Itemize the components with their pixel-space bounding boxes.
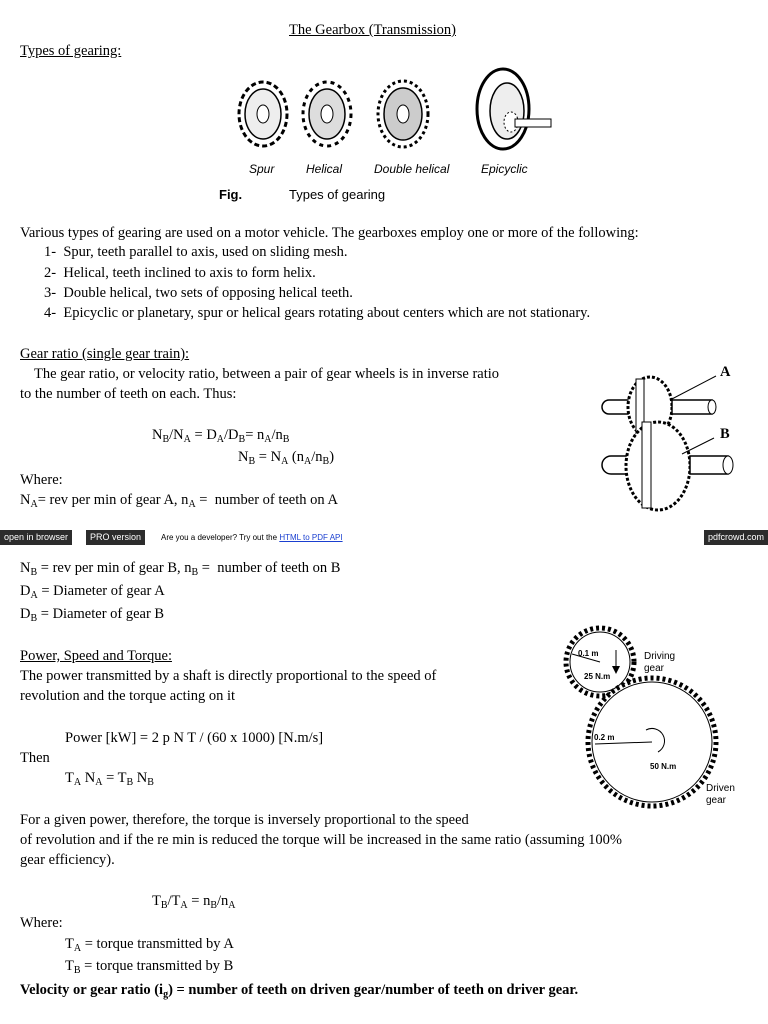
power-line-1: The power transmitted by a shaft is directly proportional to the speed of — [20, 668, 437, 684]
list-text: Double helical, two sets of opposing helical teeth. — [63, 285, 353, 301]
list-number: 3- — [44, 285, 57, 301]
list-item — [44, 265, 316, 282]
intro-paragraph: Various types of gearing are used on a motor vehicle. The gearboxes employ one or more of the following: — [20, 225, 639, 241]
given-power-line-2: of revolution and if the re min is reduced the torque will be increased in the same ratio (assuming 100% — [20, 832, 622, 848]
spur-gear-drawing — [239, 82, 287, 146]
where-label-1: Where: — [20, 472, 63, 488]
caption-helical: Helical — [306, 162, 343, 176]
double-helical-gear-drawing — [378, 81, 428, 147]
given-power-line-3: gear efficiency). — [20, 852, 115, 868]
list-number: 2- — [44, 265, 57, 281]
definition-tb: $T_B$ = torque transmitted by B — [65, 958, 234, 976]
definition-db: $D_B$ = Diameter of gear B — [20, 606, 165, 624]
torque-speed-formula: $T_A$ $N_A = T_B$ $N_B$ — [65, 770, 154, 788]
epicyclic-gear-drawing — [477, 69, 551, 149]
pdf-banner — [0, 530, 768, 545]
velocity-note-subscript: g — [163, 989, 169, 1000]
fig-title: Types of gearing — [289, 187, 386, 202]
developer-text — [161, 530, 343, 545]
driving-torque-label: 25 N.m — [584, 672, 611, 681]
types-of-gearing-figure — [235, 64, 555, 162]
driving-gear-label-1: Driving — [644, 651, 676, 662]
driven-radius-label: 0.2 m — [594, 733, 615, 742]
ratio-formula-2: $N_B = N_A$ $(n_A/n_B)$ — [238, 449, 335, 467]
velocity-note-start: Velocity or gear ratio (i — [20, 982, 164, 998]
velocity-ratio-note — [20, 982, 578, 1000]
list-item — [44, 305, 590, 322]
list-text: Spur, teeth parallel to axis, used on sliding mesh. — [63, 244, 348, 260]
list-number: 4- — [44, 305, 57, 321]
list-text: Helical, teeth inclined to axis to form helix. — [63, 265, 316, 281]
gear-ratio-line-2: to the number of teeth on each. Thus: — [20, 386, 237, 402]
torque-ratio-formula: $T_B/T_A = n_B/n_A$ — [152, 893, 236, 911]
power-line-2: revolution and the torque acting on it — [20, 688, 236, 704]
helical-gear-drawing — [303, 82, 351, 146]
ratio-formula-1: $N_B/N_A = D_A/D_B= n_A/n_B$ — [152, 427, 290, 445]
driving-gear-label-2: gear — [644, 663, 665, 674]
meshing-gears-figure — [598, 362, 762, 512]
gear-ratio-line-1: The gear ratio, or velocity ratio, between a pair of gear wheels is in inverse ratio — [34, 366, 500, 382]
gear-ratio-heading: Gear ratio (single gear train): — [20, 346, 190, 362]
driven-gear-label-2: gear — [706, 795, 727, 806]
velocity-note-end: ) = number of teeth on driven gear/number of teeth on driver gear. — [168, 982, 579, 998]
power-speed-torque-heading: Power, Speed and Torque: — [20, 648, 172, 664]
where-label-2: Where: — [20, 915, 63, 931]
gear-label-b: B — [720, 426, 730, 442]
definition-na: $N_A=$ rev per min of gear A, $n_A$ = number of teeth on A — [20, 492, 338, 510]
definition-da: $D_A$ = Diameter of gear A — [20, 583, 165, 601]
pdfcrowd-brand[interactable]: pdfcrowd.com — [704, 530, 768, 545]
given-power-line-1: For a given power, therefore, the torque is inversely proportional to the speed — [20, 812, 469, 828]
list-text: Epicyclic or planetary, spur or helical gears rotating about centers which are not stationary. — [63, 305, 591, 321]
caption-double-helical: Double helical — [374, 162, 450, 176]
pro-version-button[interactable]: PRO version — [86, 530, 145, 545]
fig-label: Fig. — [219, 187, 243, 202]
list-item — [44, 244, 347, 261]
list-item — [44, 285, 353, 302]
driven-torque-label: 50 N.m — [650, 762, 677, 771]
page-title: The Gearbox (Transmission) — [289, 22, 456, 38]
definition-ta: $T_A$ = torque transmitted by A — [65, 936, 234, 954]
open-in-browser-button[interactable]: open in browser — [0, 530, 72, 545]
then-label: Then — [20, 750, 50, 766]
driving-radius-label: 0.1 m — [578, 649, 599, 658]
caption-spur: Spur — [249, 162, 275, 176]
developer-prompt: Are you a developer? Try out the — [161, 533, 278, 542]
types-heading: Types of gearing: — [20, 43, 122, 59]
html-to-pdf-link[interactable]: HTML to PDF API — [279, 533, 343, 542]
power-formula: Power [kW] = 2 p N T / (60 x 1000) [N.m/s] — [65, 730, 324, 746]
caption-epicyclic: Epicyclic — [481, 162, 528, 176]
gear-label-a: A — [720, 364, 731, 380]
driven-gear-label-1: Driven — [706, 783, 735, 794]
definition-nb: $N_B$ = rev per min of gear B, $n_B$ = number of teeth on B — [20, 560, 341, 578]
list-number: 1- — [44, 244, 57, 260]
